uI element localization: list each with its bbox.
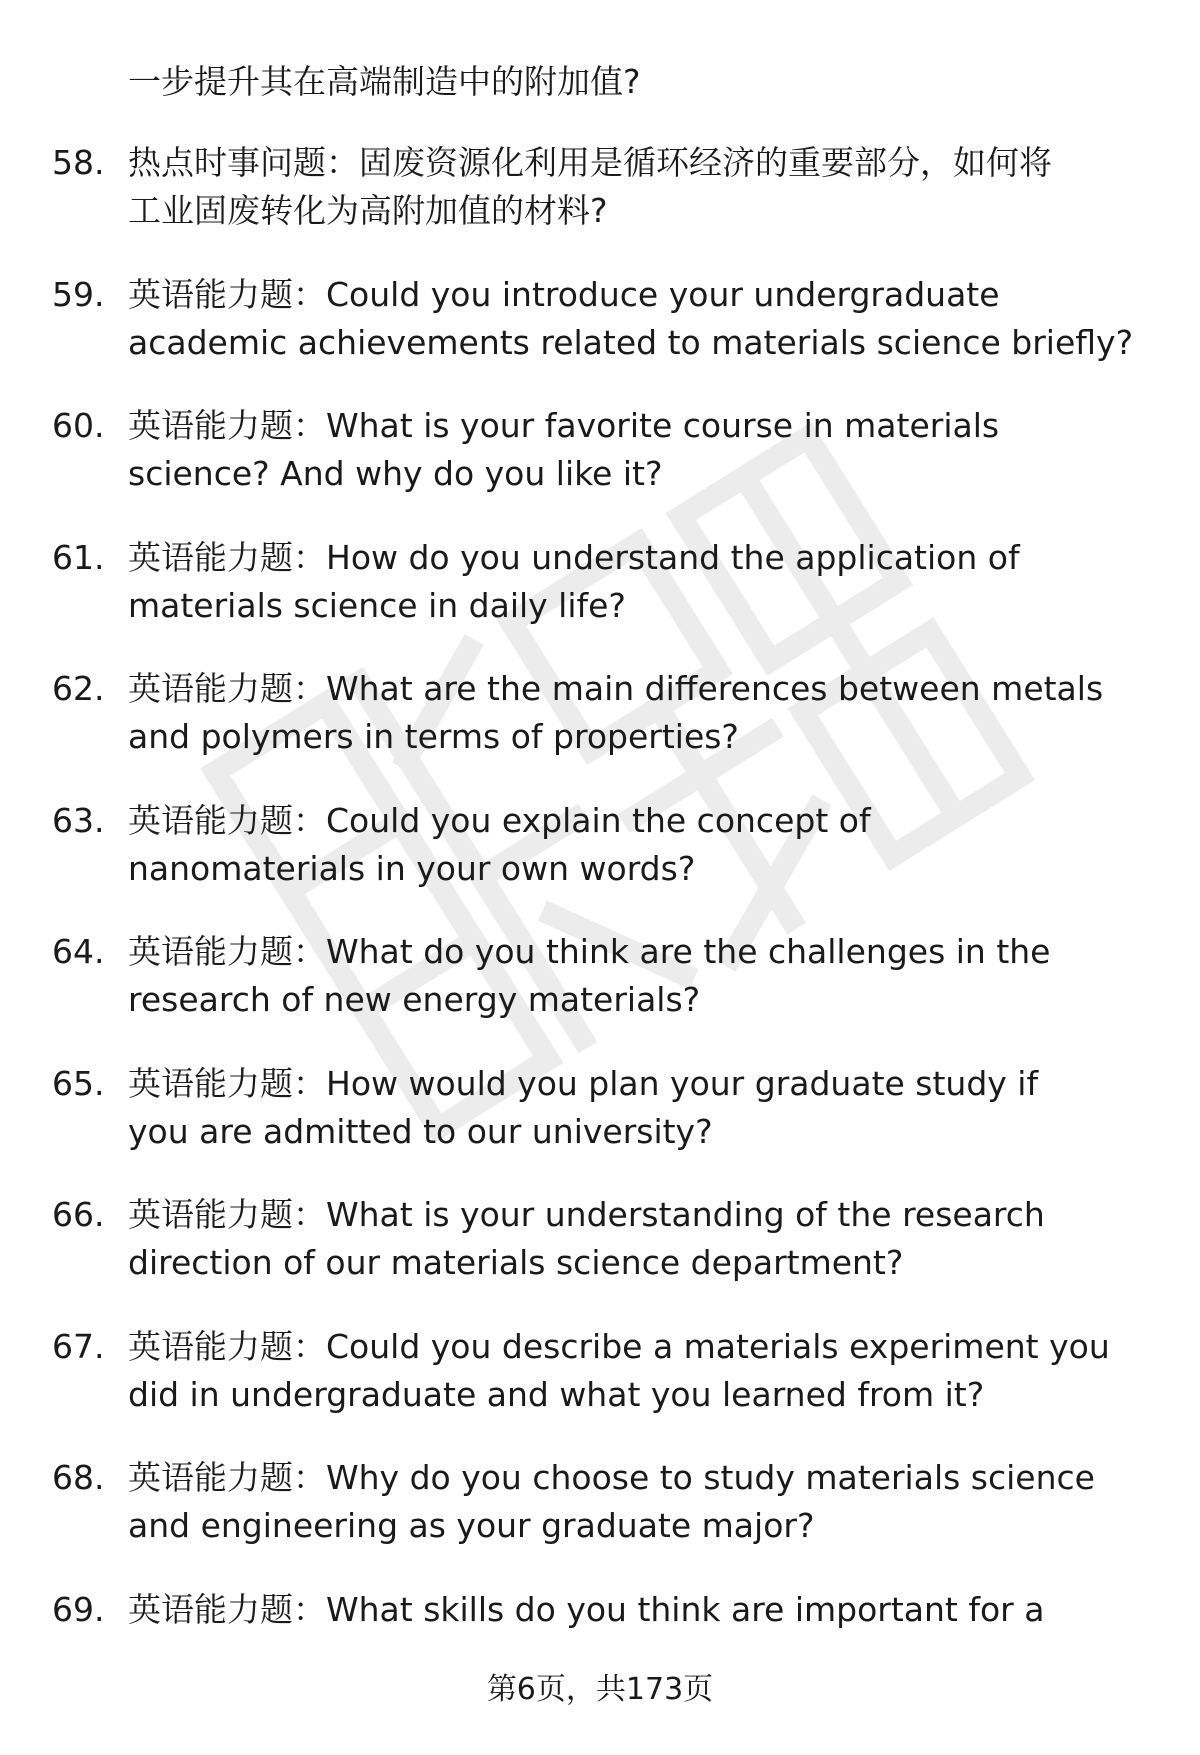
question-text-line: research of new energy materials? <box>128 980 701 1019</box>
question-text-line: you are admitted to our university? <box>128 1111 713 1151</box>
question-text-line: science? And why do you like it? <box>128 454 663 493</box>
question-item <box>0 139 1200 271</box>
question-text-line: nanomaterials in your own words? <box>128 848 696 888</box>
question-text-line: 英语能力题：What skills do you think are important for a <box>128 1589 1045 1629</box>
question-number: 68. <box>52 1458 105 1497</box>
question-text-line: 英语能力题：How would you plan your graduate study if <box>128 1063 1039 1103</box>
question-text-line: and polymers in terms of properties? <box>128 717 739 756</box>
question-text-line: 英语能力题：Could you describe a materials experiment you <box>128 1326 1110 1366</box>
question-number: 58. <box>52 143 105 182</box>
question-number: 67. <box>52 1326 105 1366</box>
question-number: 63. <box>52 800 105 840</box>
question-number: 69. <box>52 1589 105 1629</box>
continuation-line: 一步提升其在高端制造中的附加值? <box>128 62 641 101</box>
question-text-line: 英语能力题：What are the main differences between metals <box>128 669 1104 708</box>
question-text-line: 英语能力题：Could you explain the concept of <box>128 800 871 840</box>
question-item <box>0 1060 1200 1192</box>
question-number: 61. <box>52 537 105 577</box>
question-text-line: did in undergraduate and what you learned from it? <box>128 1374 985 1414</box>
question-item <box>0 1454 1200 1586</box>
question-item <box>0 665 1200 797</box>
question-text-line: academic achievements related to materials science briefly? <box>128 322 1134 362</box>
question-number: 66. <box>52 1195 105 1234</box>
question-text-line: direction of our materials science department? <box>128 1243 904 1282</box>
question-text-line: 英语能力题：Could you introduce your undergraduate <box>128 274 1000 314</box>
question-item <box>0 1323 1200 1455</box>
question-text-line: and engineering as your graduate major? <box>128 1506 815 1545</box>
question-item <box>0 797 1200 929</box>
question-text-line: 英语能力题：What do you think are the challenges in the <box>128 932 1051 971</box>
question-text-line: 工业固废转化为高附加值的材料? <box>128 191 608 230</box>
question-text-line: 英语能力题：How do you understand the application of <box>128 537 1020 577</box>
question-number: 60. <box>52 406 105 445</box>
question-item <box>0 1191 1200 1323</box>
question-number: 64. <box>52 932 105 971</box>
question-text-line: materials science in daily life? <box>128 585 626 625</box>
question-item <box>0 534 1200 666</box>
question-text-line: 英语能力题：What is your understanding of the research <box>128 1195 1045 1234</box>
question-item <box>0 271 1200 403</box>
question-list <box>0 139 1200 1717</box>
page-footer: 第6页，共173页 <box>486 1672 714 1707</box>
question-item <box>0 928 1200 1060</box>
question-text-line: 热点时事问题：固废资源化利用是循环经济的重要部分，如何将 <box>128 143 1052 182</box>
question-text-line: 英语能力题：What is your favorite course in materials <box>128 406 1000 445</box>
question-number: 65. <box>52 1063 105 1103</box>
question-number: 62. <box>52 669 105 708</box>
question-text-line: 英语能力题：Why do you choose to study materials science <box>128 1458 1095 1497</box>
question-number: 59. <box>52 274 105 314</box>
question-item <box>0 402 1200 534</box>
